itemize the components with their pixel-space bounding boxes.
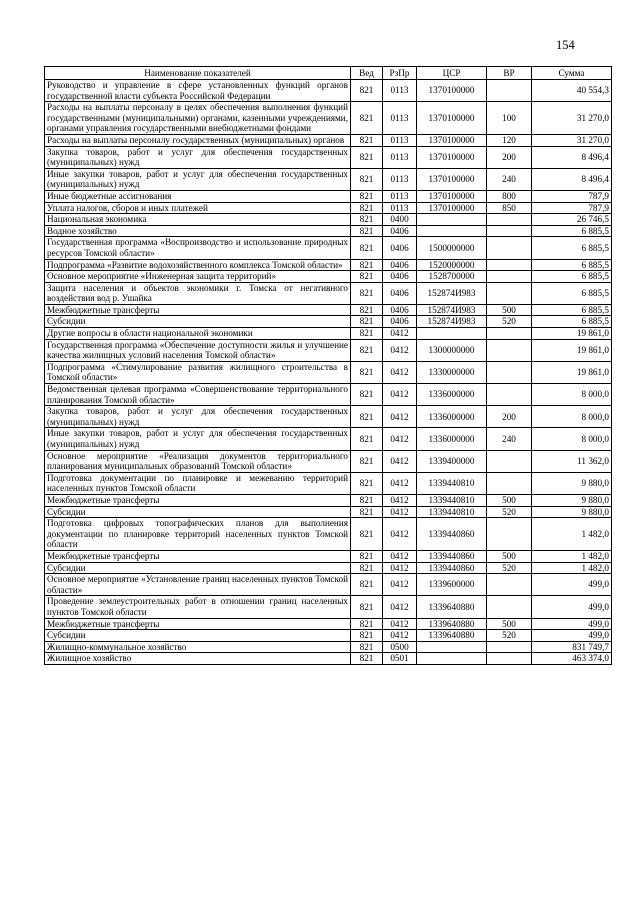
cell-sum: 9 880,0: [532, 506, 612, 518]
cell-rzpr: 0400: [383, 214, 417, 226]
table-row: [45, 304, 612, 316]
cell-csr: [417, 214, 487, 226]
cell-csr: 1339440860: [417, 562, 487, 574]
cell-vr: 240: [487, 428, 532, 450]
cell-csr: 152874И983: [417, 316, 487, 328]
cell-rzpr: 0406: [383, 271, 417, 283]
cell-rzpr: 0412: [383, 428, 417, 450]
cell-rzpr: 0412: [383, 630, 417, 642]
cell-sum: 31 270,0: [532, 134, 612, 146]
cell-rzpr: 0412: [383, 506, 417, 518]
cell-vr: [487, 259, 532, 271]
header-name: Наименование показателей: [45, 67, 351, 80]
cell-csr: [417, 328, 487, 340]
cell-ved: 821: [351, 562, 383, 574]
table-row: [45, 225, 612, 237]
table-body: [45, 80, 612, 665]
cell-rzpr: 0113: [383, 80, 417, 102]
cell-name: Субсидии: [45, 506, 351, 518]
cell-vr: 100: [487, 102, 532, 135]
cell-rzpr: 0412: [383, 328, 417, 340]
page-number: 154: [556, 38, 575, 52]
cell-csr: 1339640880: [417, 596, 487, 618]
cell-ved: 821: [351, 361, 383, 383]
cell-rzpr: 0412: [383, 574, 417, 596]
cell-rzpr: 0412: [383, 618, 417, 630]
header-csr: ЦСР: [417, 67, 487, 80]
cell-vr: 520: [487, 562, 532, 574]
header-vr: ВР: [487, 67, 532, 80]
table-row: [45, 237, 612, 259]
cell-sum: 499,0: [532, 596, 612, 618]
cell-vr: [487, 641, 532, 653]
cell-name: Другие вопросы в области национальной экономики: [45, 328, 351, 340]
table-row: [45, 102, 612, 135]
table-row: [45, 506, 612, 518]
cell-vr: 120: [487, 134, 532, 146]
cell-vr: [487, 574, 532, 596]
cell-sum: 40 554,3: [532, 80, 612, 102]
cell-ved: 821: [351, 450, 383, 472]
cell-sum: 8 496,4: [532, 168, 612, 190]
cell-sum: 1 482,0: [532, 518, 612, 551]
table-row: [45, 316, 612, 328]
cell-sum: 499,0: [532, 630, 612, 642]
cell-ved: 821: [351, 134, 383, 146]
cell-sum: 6 885,5: [532, 304, 612, 316]
cell-csr: 1339640880: [417, 630, 487, 642]
table-row: [45, 384, 612, 406]
cell-vr: 500: [487, 618, 532, 630]
cell-name: Национальная экономика: [45, 214, 351, 226]
cell-name: Межбюджетные трансферты: [45, 494, 351, 506]
cell-csr: 1339440810: [417, 472, 487, 494]
cell-vr: [487, 518, 532, 551]
cell-ved: 821: [351, 653, 383, 665]
cell-ved: 821: [351, 237, 383, 259]
cell-vr: [487, 361, 532, 383]
cell-name: Государственная программа «Обеспечение доступности жилья и улучшение качества жилищных условий населения Томской области»: [45, 339, 351, 361]
cell-ved: 821: [351, 282, 383, 304]
cell-sum: 1 482,0: [532, 550, 612, 562]
cell-csr: 1370100000: [417, 190, 487, 202]
table-row: [45, 406, 612, 428]
cell-sum: 31 270,0: [532, 102, 612, 135]
cell-sum: 8 000,0: [532, 406, 612, 428]
cell-name: Жилищное хозяйство: [45, 653, 351, 665]
cell-vr: [487, 328, 532, 340]
cell-vr: 200: [487, 146, 532, 168]
cell-ved: 821: [351, 428, 383, 450]
cell-csr: 1520000000: [417, 259, 487, 271]
cell-rzpr: 0412: [383, 339, 417, 361]
cell-csr: 1339640880: [417, 618, 487, 630]
cell-csr: 1370100000: [417, 134, 487, 146]
cell-name: Межбюджетные трансферты: [45, 618, 351, 630]
cell-sum: 787,9: [532, 190, 612, 202]
table-row: [45, 641, 612, 653]
cell-ved: 821: [351, 596, 383, 618]
cell-sum: 831 749,7: [532, 641, 612, 653]
cell-sum: 6 885,5: [532, 282, 612, 304]
header-ved: Вед: [351, 67, 383, 80]
cell-ved: 821: [351, 316, 383, 328]
cell-sum: 8 000,0: [532, 428, 612, 450]
table-row: [45, 550, 612, 562]
cell-name: Расходы на выплаты персоналу в целях обеспечения выполнения функций государственными (муниципальными) органами, казенными учреждениями, органами управления государственными внебюджетными фондами: [45, 102, 351, 135]
cell-vr: [487, 214, 532, 226]
cell-rzpr: 0406: [383, 237, 417, 259]
cell-sum: 26 746,5: [532, 214, 612, 226]
cell-ved: 821: [351, 271, 383, 283]
cell-sum: 6 885,5: [532, 237, 612, 259]
cell-ved: 821: [351, 574, 383, 596]
cell-vr: 500: [487, 304, 532, 316]
cell-vr: 800: [487, 190, 532, 202]
cell-ved: 821: [351, 550, 383, 562]
cell-csr: 1370100000: [417, 80, 487, 102]
cell-rzpr: 0412: [383, 596, 417, 618]
cell-sum: 11 362,0: [532, 450, 612, 472]
table-row: [45, 494, 612, 506]
cell-ved: 821: [351, 472, 383, 494]
cell-name: Межбюджетные трансферты: [45, 550, 351, 562]
cell-ved: 821: [351, 259, 383, 271]
cell-name: Уплата налогов, сборов и иных платежей: [45, 202, 351, 214]
cell-name: Подготовка цифровых топографических планов для выполнения документации по планировке территорий населенных пунктов Томской области: [45, 518, 351, 551]
table-row: [45, 214, 612, 226]
table-row: [45, 574, 612, 596]
cell-name: Иные закупки товаров, работ и услуг для обеспечения государственных (муниципальных) нужд: [45, 168, 351, 190]
cell-csr: 1339440810: [417, 494, 487, 506]
cell-vr: 520: [487, 316, 532, 328]
header-rzpr: РзПр: [383, 67, 417, 80]
cell-csr: 1370100000: [417, 146, 487, 168]
cell-vr: [487, 225, 532, 237]
table-row: [45, 339, 612, 361]
cell-csr: [417, 641, 487, 653]
table-row: [45, 168, 612, 190]
cell-name: Защита населения и объектов экономики г. Томска от негативного воздействия вод р. Ушайка: [45, 282, 351, 304]
cell-ved: 821: [351, 518, 383, 551]
cell-ved: 821: [351, 506, 383, 518]
cell-name: Субсидии: [45, 562, 351, 574]
cell-csr: 1336000000: [417, 384, 487, 406]
cell-csr: 1500000000: [417, 237, 487, 259]
table-row: [45, 518, 612, 551]
cell-vr: [487, 339, 532, 361]
cell-name: Государственная программа «Воспроизводство и использование природных ресурсов Томской области»: [45, 237, 351, 259]
cell-ved: 821: [351, 328, 383, 340]
cell-name: Основное мероприятие «Установление границ населенных пунктов Томской области»: [45, 574, 351, 596]
cell-name: Расходы на выплаты персоналу государственных (муниципальных) органов: [45, 134, 351, 146]
cell-vr: 200: [487, 406, 532, 428]
cell-rzpr: 0412: [383, 361, 417, 383]
table-row: [45, 80, 612, 102]
cell-name: Субсидии: [45, 316, 351, 328]
cell-vr: 850: [487, 202, 532, 214]
cell-sum: 6 885,5: [532, 225, 612, 237]
cell-csr: 1339600000: [417, 574, 487, 596]
cell-sum: 499,0: [532, 618, 612, 630]
cell-name: Основное мероприятие «Реализация документов территориального планирования муниципальных образований Томской области»: [45, 450, 351, 472]
cell-name: Иные бюджетные ассигнования: [45, 190, 351, 202]
table-row: [45, 202, 612, 214]
cell-vr: [487, 80, 532, 102]
cell-ved: 821: [351, 494, 383, 506]
table-row: [45, 618, 612, 630]
cell-rzpr: 0113: [383, 134, 417, 146]
table-row: [45, 428, 612, 450]
cell-vr: [487, 653, 532, 665]
cell-csr: 1370100000: [417, 168, 487, 190]
cell-rzpr: 0412: [383, 518, 417, 551]
cell-csr: 1528700000: [417, 271, 487, 283]
cell-vr: [487, 271, 532, 283]
cell-sum: 6 885,5: [532, 271, 612, 283]
cell-vr: [487, 472, 532, 494]
cell-sum: 6 885,5: [532, 316, 612, 328]
cell-vr: 500: [487, 550, 532, 562]
cell-vr: [487, 237, 532, 259]
cell-vr: 520: [487, 506, 532, 518]
cell-csr: 1339440860: [417, 550, 487, 562]
cell-csr: 152874И983: [417, 304, 487, 316]
cell-name: Жилищно-коммунальное хозяйство: [45, 641, 351, 653]
cell-ved: 821: [351, 384, 383, 406]
cell-rzpr: 0412: [383, 472, 417, 494]
cell-ved: 821: [351, 339, 383, 361]
table-row: [45, 190, 612, 202]
cell-name: Подпрограмма «Стимулирование развития жилищного строительства в Томской области»: [45, 361, 351, 383]
cell-name: Проведение землеустроительных работ в отношении границ населенных пунктов Томской области: [45, 596, 351, 618]
cell-csr: 1370100000: [417, 202, 487, 214]
cell-rzpr: 0501: [383, 653, 417, 665]
cell-csr: [417, 225, 487, 237]
cell-vr: 520: [487, 630, 532, 642]
cell-name: Подготовка документации по планировке и межеванию территорий населенных пунктов Томской области: [45, 472, 351, 494]
cell-rzpr: 0412: [383, 562, 417, 574]
cell-vr: [487, 384, 532, 406]
cell-csr: [417, 653, 487, 665]
cell-sum: 9 880,0: [532, 494, 612, 506]
cell-vr: [487, 450, 532, 472]
cell-name: Подпрограмма «Развитие водохозяйственного комплекса Томской области»: [45, 259, 351, 271]
cell-ved: 821: [351, 304, 383, 316]
table-row: [45, 259, 612, 271]
cell-ved: 821: [351, 630, 383, 642]
cell-rzpr: 0113: [383, 190, 417, 202]
table-row: [45, 562, 612, 574]
cell-rzpr: 0406: [383, 225, 417, 237]
table-row: [45, 146, 612, 168]
cell-sum: 6 885,5: [532, 259, 612, 271]
cell-csr: 1339440860: [417, 518, 487, 551]
table-row: [45, 361, 612, 383]
cell-vr: 240: [487, 168, 532, 190]
budget-table: [44, 66, 612, 665]
cell-name: Межбюджетные трансферты: [45, 304, 351, 316]
cell-csr: 1336000000: [417, 406, 487, 428]
cell-name: Руководство и управление в сфере установленных функций органов государственной власти субъекта Российской Федерации: [45, 80, 351, 102]
cell-rzpr: 0406: [383, 259, 417, 271]
cell-csr: 1370100000: [417, 102, 487, 135]
cell-rzpr: 0113: [383, 146, 417, 168]
cell-csr: 152874И983: [417, 282, 487, 304]
cell-name: Ведомственная целевая программа «Совершенствование территориального планирования Томской области»: [45, 384, 351, 406]
cell-vr: [487, 282, 532, 304]
cell-name: Основное мероприятие «Инженерная защита территорий»: [45, 271, 351, 283]
cell-vr: [487, 596, 532, 618]
cell-ved: 821: [351, 168, 383, 190]
cell-csr: 1339400000: [417, 450, 487, 472]
cell-ved: 821: [351, 618, 383, 630]
table-row: [45, 653, 612, 665]
cell-rzpr: 0113: [383, 202, 417, 214]
cell-ved: 821: [351, 146, 383, 168]
table-row: [45, 596, 612, 618]
table-row: [45, 450, 612, 472]
cell-name: Закупка товаров, работ и услуг для обеспечения государственных (муниципальных) нужд: [45, 146, 351, 168]
cell-sum: 19 861,0: [532, 328, 612, 340]
cell-rzpr: 0500: [383, 641, 417, 653]
cell-rzpr: 0412: [383, 494, 417, 506]
cell-sum: 499,0: [532, 574, 612, 596]
cell-sum: 9 880,0: [532, 472, 612, 494]
cell-csr: 1339440810: [417, 506, 487, 518]
cell-sum: 8 000,0: [532, 384, 612, 406]
cell-sum: 19 861,0: [532, 361, 612, 383]
cell-ved: 821: [351, 406, 383, 428]
cell-csr: 1300000000: [417, 339, 487, 361]
cell-rzpr: 0412: [383, 550, 417, 562]
cell-ved: 821: [351, 102, 383, 135]
cell-sum: 1 482,0: [532, 562, 612, 574]
cell-csr: 1330000000: [417, 361, 487, 383]
cell-sum: 8 496,4: [532, 146, 612, 168]
cell-rzpr: 0113: [383, 102, 417, 135]
cell-rzpr: 0406: [383, 282, 417, 304]
cell-sum: 19 861,0: [532, 339, 612, 361]
cell-ved: 821: [351, 190, 383, 202]
cell-rzpr: 0412: [383, 384, 417, 406]
table-header-row: [45, 67, 612, 80]
cell-ved: 821: [351, 641, 383, 653]
cell-name: Иные закупки товаров, работ и услуг для обеспечения государственных (муниципальных) нужд: [45, 428, 351, 450]
cell-ved: 821: [351, 225, 383, 237]
cell-rzpr: 0412: [383, 406, 417, 428]
cell-rzpr: 0406: [383, 316, 417, 328]
table-row: [45, 630, 612, 642]
cell-ved: 821: [351, 214, 383, 226]
cell-csr: 1336000000: [417, 428, 487, 450]
cell-name: Водное хозяйство: [45, 225, 351, 237]
cell-sum: 787,9: [532, 202, 612, 214]
cell-ved: 821: [351, 202, 383, 214]
cell-name: Закупка товаров, работ и услуг для обеспечения государственных (муниципальных) нужд: [45, 406, 351, 428]
table-row: [45, 134, 612, 146]
table-row: [45, 328, 612, 340]
cell-rzpr: 0406: [383, 304, 417, 316]
cell-rzpr: 0113: [383, 168, 417, 190]
table-row: [45, 282, 612, 304]
cell-rzpr: 0412: [383, 450, 417, 472]
cell-ved: 821: [351, 80, 383, 102]
cell-name: Субсидии: [45, 630, 351, 642]
table-row: [45, 271, 612, 283]
header-sum: Сумма: [532, 67, 612, 80]
table-row: [45, 472, 612, 494]
cell-vr: 500: [487, 494, 532, 506]
cell-sum: 463 374,0: [532, 653, 612, 665]
